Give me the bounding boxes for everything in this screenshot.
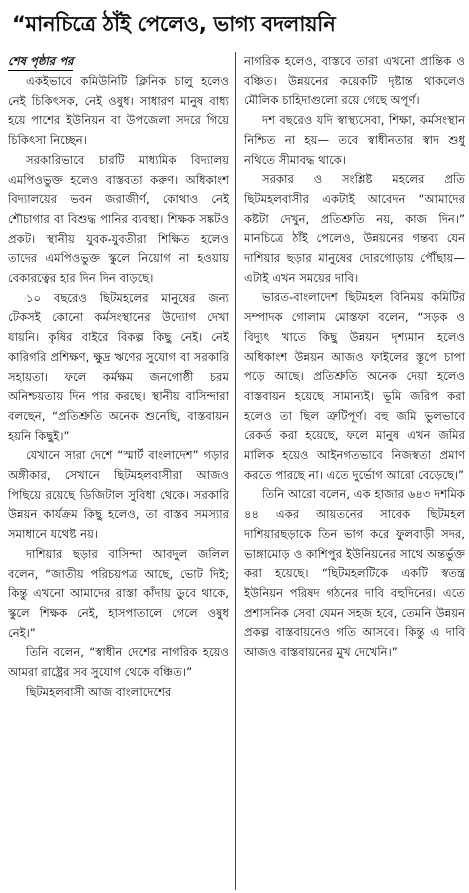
column-divider <box>235 52 236 890</box>
paragraph: ১০ বছরেও ছিটমহলের মানুষের জন্য টেকসই কোনো কর্মসংস্থানের উদ্যোগ দেখা যায়নি। কৃষির বাইরে বিকল্প কিছু নেই। নেই কারিগরি প্রশিক্ষণ, ক্ষুদ্র ঋণের সুযোগ বা সরকারি সহায়তা। ফলে কর্মক্ষম জনগোষ্ঠী চরম অনিশ্চয়তায় দিন পার করছে। স্থানীয় বাসিন্দারা বলছেন, “প্রতিশ্রুতি অনেক শুনেছি, বাস্তবায়ন হয়নি কিছুই।” <box>8 290 229 443</box>
continued-from-label: শেষ পৃষ্ঠার পর <box>8 52 73 71</box>
paragraph: যেখানে সারা দেশে “স্মার্ট বাংলাদেশ” গড়ার অঙ্গীকার, সেখানে ছিটমহলবাসীরা আজও পিছিয়ে রয়েছে ডিজিটাল সুবিধা থেকে। সরকারি উন্নয়ন কার্যক্রম কিছু হলেও, তা বাস্তব সমস্যার সমাধানে যথেষ্ট নয়। <box>8 448 229 542</box>
paragraph: সরকারিভাবে চারটি মাধ্যমিক বিদ্যালয় এমপিওভুক্ত হলেও বাস্তবতা করুণ। অধিকাংশ বিদ্যালয়ের ভবন জরাজীর্ণ, কোথাও নেই শৌচাগার বা বিশুদ্ধ পানির ব্যবস্থা। শিক্ষক সঙ্কটও প্রকট। স্থানীয় যুবক-যুবতীরা শিক্ষিত হলেও তাদের এমপিওভুক্ত স্কুলে নিয়োগ না হওয়ায় বেকারত্বের হার দিন দিন বাড়ছে। <box>8 152 229 286</box>
paragraph: দাশিয়ার ছড়ার বাসিন্দা আবদুল জলিল বলেন, “জাতীয় পরিচয়পত্র আছে, ভোট দিই; কিন্তু এখনো আমাদের রাস্তা কাঁদায় ডুবে থাকে, স্কুলে শিক্ষক নেই, হাসপাতালে গেলে ওষুধ নেই।” <box>8 546 229 640</box>
paragraph-continuation: নাগরিক হলেও, বাস্তবে তারা এখনো প্রান্তিক ও বঞ্চিত। উন্নয়নের কয়েকটি দৃষ্টান্ত থাকলেও মৌলিক চাহিদাগুলো রয়ে গেছে অপূর্ণ। <box>244 54 465 108</box>
headline: “মানচিত্রে ঠাঁই পেলেও, ভাগ্য বদলায়নি <box>12 12 336 36</box>
right-column <box>244 52 465 890</box>
paragraph: একইভাবে কমিউনিটি ক্লিনিক চালু হলেও নেই চিকিৎসক, নেই ওষুধ। সাধারণ মানুষ বাধ্য হয়ে পাশের ইউনিয়ন বা উপজেলা সদরে গিয়ে চিকিৎসা নিচ্ছেন। <box>8 74 229 148</box>
left-column <box>8 52 229 890</box>
paragraph: ভারত-বাংলাদেশ ছিটমহল বিনিময় কমিটির সম্পাদক গোলাম মোস্তফা বলেন, “সড়ক ও বিদ্যুৎ খাতে কিছু উন্নয়ন দৃশ্যমান হলেও অধিকাংশ উন্নয়ন আজও ফাইলের স্তূপে চাপা পড়ে আছে। প্রতিশ্রুতি অনেক দেয়া হলেও বাস্তবায়ন হয়েছে সামান্যই। ভূমি জরিপ করা হলেও তা ছিল ত্রুটিপূর্ণ। বহু জমি ভুলভাবে রেকর্ড করা হয়েছে, ফলে মানুষ এখন জমির মালিক হয়েও আইনগতভাবে নিজস্বতা প্রমাণ করতে পারছে না। এতে দুর্ভোগ আরো বেড়েছে।” <box>244 290 465 482</box>
paragraph: সরকার ও সংশ্লিষ্ট মহলের প্রতি ছিটমহলবাসীর একটাই আবেদন “আমাদের কষ্টটা দেখুন, প্রতিশ্রুতি নয়, কাজ দিন।” মানচিত্রে ঠাঁই পেলেও, উন্নয়নের গন্তব্য যেন দাশিয়ার ছড়ার মানুষের দোরগোড়ায় পৌঁছায়— এটাই এখন সময়ের দাবি। <box>244 172 465 285</box>
paragraph: তিনি বলেন, “স্বাধীন দেশের নাগরিক হয়েও আমরা রাষ্ট্রের সব সুযোগ থেকে বঞ্চিত।” <box>8 645 229 680</box>
paragraph: ছিটমহলবাসী আজ বাংলাদেশের <box>26 684 172 699</box>
paragraph: দশ বছরেও যদি স্বাস্থ্যসেবা, শিক্ষা, কর্মসংস্থান নিশ্চিত না হয়— তবে স্বাধীনতার স্বাদ শুধু নথিতে সীমাবদ্ধ থাকে। <box>244 113 465 167</box>
paragraph: তিনি আরো বলেন, এক হাজার ৬৪৩ দশমিক ৪৪ একর আয়তনের সাবেক ছিটমহল দাশিয়ারছড়াকে তিন ভাগ করে ফুলবাড়ী সদর, ভাঙ্গামোড় ও কাশিপুর ইউনিয়নের সাথে অন্তর্ভুক্ত করা হয়েছে। “ছিটমহলটিকে একটি স্বতন্ত্র ইউনিয়ন পরিষদ গঠনের দাবি বহুদিনের। এতে প্রশাসনিক সেবা যেমন সহজ হবে, তেমনি উন্নয়ন প্রকল্প বাস্তবায়নেও গতি আসবে। কিন্তু এ দাবি আজও বাস্তবায়নের মুখ দেখেনি।” <box>244 487 465 660</box>
